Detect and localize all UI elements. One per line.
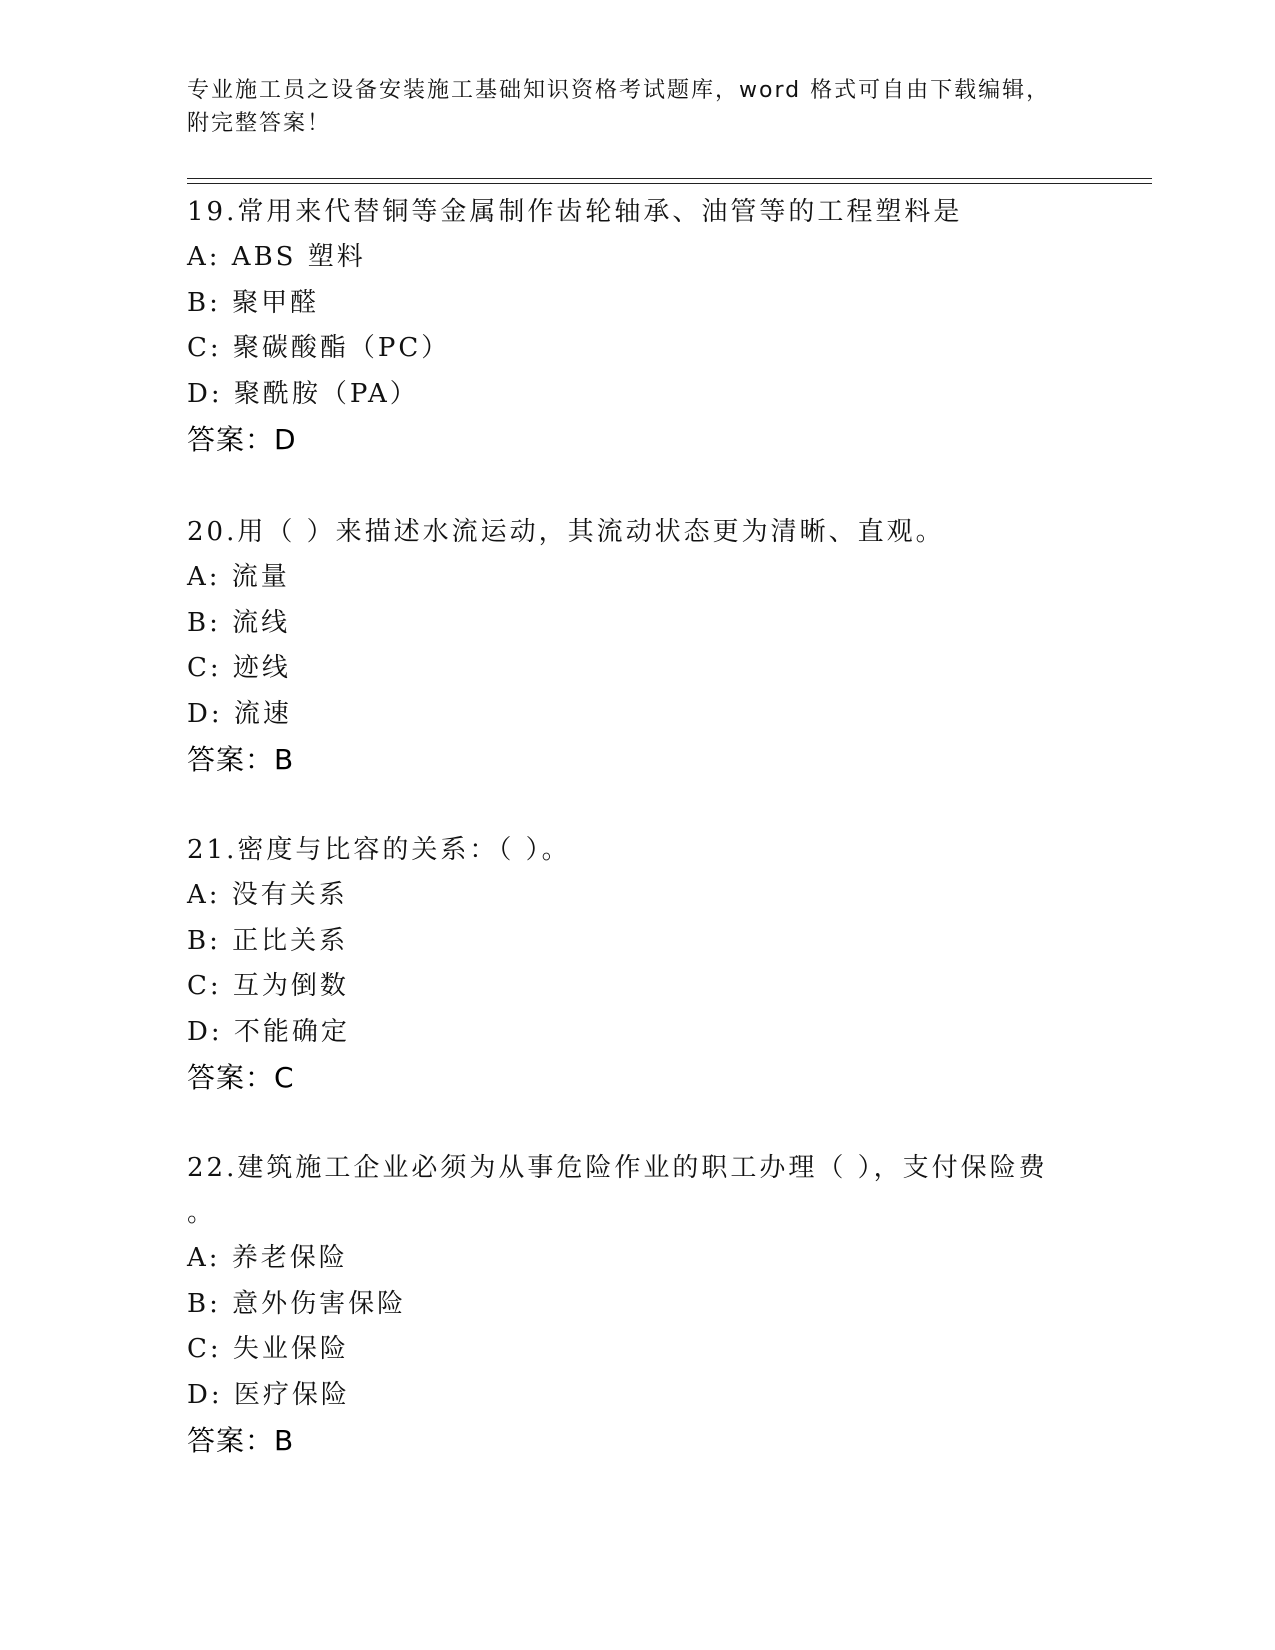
option-a: A: ABS 塑料 (187, 242, 366, 272)
header-line-1: 专业施工员之设备安装施工基础知识资格考试题库，word 格式可自由下载编辑， (187, 78, 1051, 103)
option-c: C: 失业保险 (187, 1334, 349, 1364)
option-a: A: 没有关系 (187, 880, 348, 910)
option-list (187, 555, 1087, 737)
question-stem: 19.常用来代替铜等金属制作齿轮轴承、油管等的工程塑料是 (187, 197, 963, 227)
option-b: B: 意外伤害保险 (187, 1288, 407, 1319)
header-divider-bottom (187, 183, 1152, 184)
option-list (187, 1236, 1087, 1418)
option-d: D: 流速 (187, 698, 292, 729)
header-divider-top (187, 178, 1152, 179)
question-stem: 21.密度与比容的关系：（ ）。 (187, 835, 571, 865)
option-b: B: 流线 (187, 607, 291, 638)
option-d: D: 医疗保险 (187, 1379, 350, 1410)
option-d: D: 聚酰胺（PA） (187, 378, 419, 409)
question-19 (187, 190, 1087, 463)
question-stem-continued: 。 (187, 1198, 217, 1228)
option-list (187, 235, 1087, 417)
option-b: B: 正比关系 (187, 925, 349, 956)
option-d: D: 不能确定 (187, 1016, 350, 1047)
question-20 (187, 510, 1087, 783)
option-c: C: 迹线 (187, 653, 291, 683)
option-a: A: 养老保险 (187, 1243, 348, 1273)
answer-label: 答案：B (187, 1424, 295, 1457)
option-c: C: 聚碳酸酯（PC） (187, 333, 451, 363)
answer-label: 答案：B (187, 743, 295, 776)
question-stem: 20.用（ ）来描述水流运动，其流动状态更为清晰、直观。 (187, 517, 945, 547)
question-22 (187, 1146, 1087, 1464)
answer-label: 答案：D (187, 423, 297, 456)
option-c: C: 互为倒数 (187, 971, 349, 1001)
document-header (187, 74, 1087, 140)
option-a: A: 流量 (187, 562, 290, 592)
question-21 (187, 828, 1087, 1101)
option-list (187, 873, 1087, 1055)
header-line-2: 附完整答案！ (187, 111, 332, 136)
question-stem: 22.建筑施工企业必须为从事危险作业的职工办理（ ），支付保险费 (187, 1153, 1048, 1183)
option-b: B: 聚甲醛 (187, 287, 320, 318)
answer-label: 答案：C (187, 1061, 295, 1094)
